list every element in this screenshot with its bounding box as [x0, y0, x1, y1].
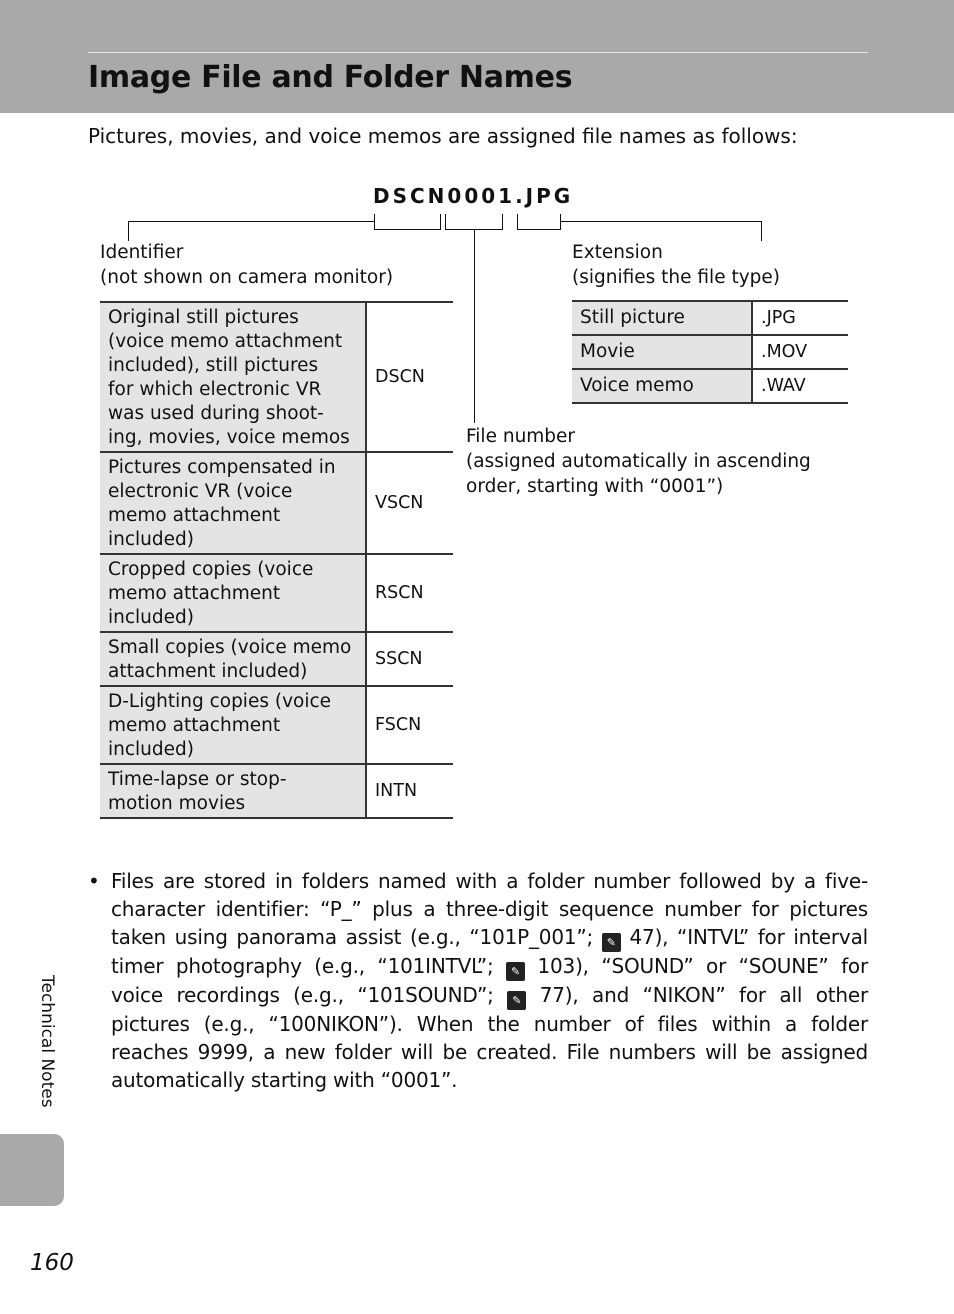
identifier-leader	[128, 221, 374, 241]
file-type: Still picture	[572, 301, 752, 335]
extension-leader	[561, 221, 762, 241]
identifier-code: INTN	[366, 764, 453, 818]
file-number-label: File number (assigned automatically in ascending order, starting with “0001”)	[466, 426, 811, 497]
extension-row	[572, 335, 848, 369]
identifier-row	[100, 302, 453, 452]
identifier-description: D-Lighting copies (voice memo attachment included)	[100, 686, 366, 764]
file-type: Movie	[572, 335, 752, 369]
identifier-table	[100, 301, 453, 819]
identifier-bracket	[374, 214, 441, 230]
identifier-code: VSCN	[366, 452, 453, 554]
header-band	[0, 0, 954, 113]
bullet-icon: •	[88, 869, 100, 893]
folder-note	[88, 867, 868, 1094]
file-extension: .WAV	[752, 369, 848, 403]
page-number: 160	[30, 1250, 74, 1276]
file-number-bracket	[445, 214, 503, 230]
identifier-row	[100, 686, 453, 764]
identifier-row	[100, 632, 453, 686]
identifier-code: FSCN	[366, 686, 453, 764]
identifier-row	[100, 554, 453, 632]
extension-row	[572, 369, 848, 403]
extension-row	[572, 301, 848, 335]
identifier-label: Identifier (not shown on camera monitor)	[100, 242, 394, 288]
section-side-label: Technical Notes	[37, 975, 57, 1108]
identifier-code: DSCN	[366, 302, 453, 452]
identifier-description: Cropped copies (voice memo attachment included)	[100, 554, 366, 632]
note-text: Files are stored in folders named with a folder number followed by a five-character identifier: “P_” plus a three-digit sequence number for pictures taken using panorama assist (e.g., “101P_001”; ✎ 47), “INTVL” for interval timer photography (e.g., “101INTVL”; ✎ 103), “SOUND” or “SOUNE” for voice recordings (e.g., “101SOUND”; ✎ 77), and “NIKON” for all other pictures (e.g., “100NIKON”). When the number of files within a folder reaches 9999, a new folder will be created. File numbers will be assigned automatically starting with “0001”.	[111, 869, 868, 1092]
identifier-code: SSCN	[366, 632, 453, 686]
file-number-leader	[474, 230, 475, 423]
identifier-description: Original still pictures (voice memo attachment included), still pictures for which electronic VR was used during shoot- ing, movies, voice memos	[100, 302, 366, 452]
file-extension: .JPG	[752, 301, 848, 335]
file-type: Voice memo	[572, 369, 752, 403]
page-reference-icon: ✎	[507, 991, 526, 1010]
section-tab	[0, 1134, 64, 1206]
extension-label: Extension (signifies the file type)	[572, 242, 780, 288]
extension-table	[572, 300, 848, 404]
page-reference-icon: ✎	[602, 933, 621, 952]
intro-text: Pictures, movies, and voice memos are assigned file names as follows:	[88, 124, 798, 148]
identifier-row	[100, 452, 453, 554]
extension-bracket	[517, 214, 561, 230]
identifier-description: Time-lapse or stop- motion movies	[100, 764, 366, 818]
identifier-row	[100, 764, 453, 818]
filename-example: DSCN0001.JPG	[373, 184, 574, 208]
page-reference-icon: ✎	[506, 962, 525, 981]
identifier-description: Pictures compensated in electronic VR (voice memo attachment included)	[100, 452, 366, 554]
page-title: Image File and Folder Names	[88, 60, 573, 95]
identifier-description: Small copies (voice memo attachment included)	[100, 632, 366, 686]
header-rule	[88, 52, 868, 53]
identifier-code: RSCN	[366, 554, 453, 632]
file-extension: .MOV	[752, 335, 848, 369]
